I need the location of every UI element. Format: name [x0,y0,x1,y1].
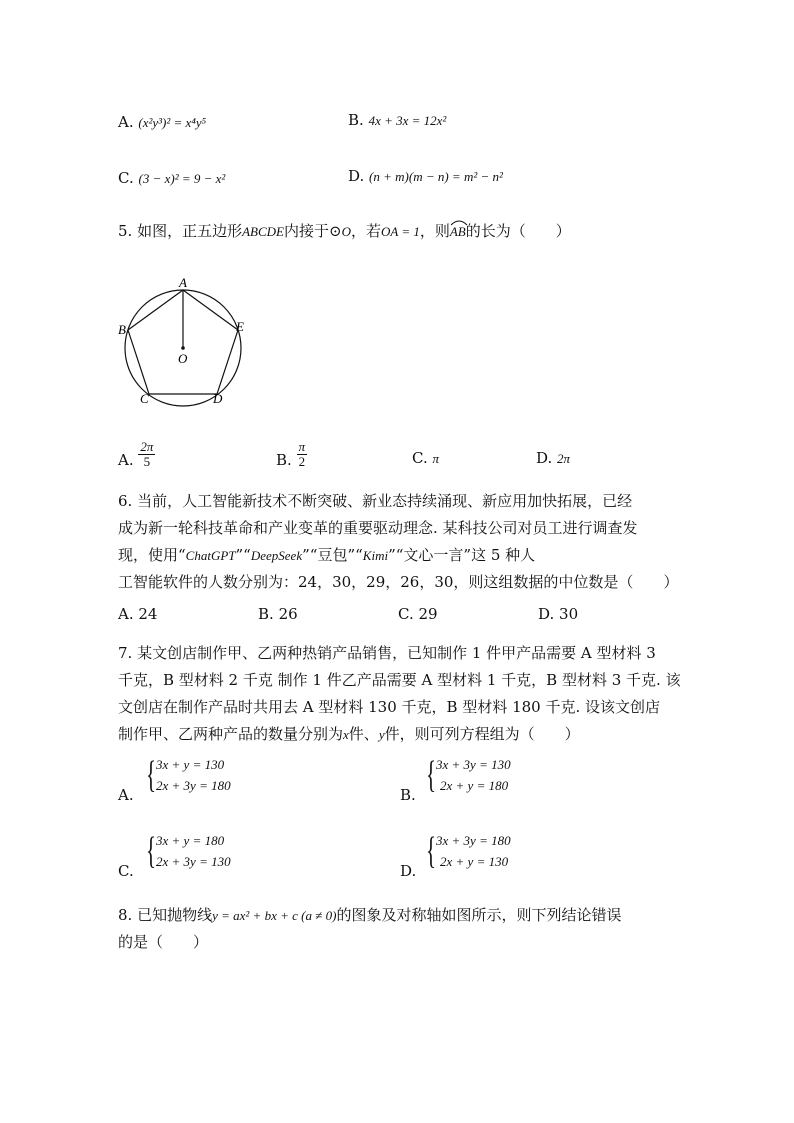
fraction-2pi-5: $\frac{2\pi}{5}$ [140,438,154,469]
q4-option-c: C. (3 − x)² = 9 − x² [118,169,226,187]
q6-option-b: B. 26 [258,605,298,623]
q7-option-d-label: D. [400,862,417,880]
label-o: O [178,351,188,366]
label-a: A [179,275,187,290]
fraction-pi-2: $\frac{\pi}{2}$ [298,438,306,469]
label-c: C [140,391,149,406]
q4-option-d: D. (n + m)(m − n) = m² − n² [348,167,503,185]
q7-option-b-label: B. [400,786,416,804]
label-d: D [213,391,223,406]
q4-option-c-expr: (3 − x)² = 9 − x² [138,171,226,186]
label-b: B [118,322,126,337]
brace-icon: { [426,754,437,796]
q6-stem: 6. 当前，人工智能新技术不断突破、新业态持续涌现、新应用加快拓展，已经 成为新一轮科技革命和产业变革的重要驱动理念. 某科技公司对员工进行调查发 现，使用“ChatGPT”“DeepSeek”“豆包”“Kimi”“文心一言”这 5 种人 工智能软件的人数分别为：24，30，29，26，30，则这组数据的中位数是（ ） [118,492,679,591]
label-e: E [236,319,244,334]
q4-option-b: B. 4x + 3x = 12x² [348,111,447,129]
center-point [181,346,185,350]
q7-option-d-system: { 3x + 3y = 180 2x + y = 130 [426,830,511,872]
pentagon-figure [110,272,260,412]
q8-stem: 8. 已知抛物线y = ax² + bx + c (a ≠ 0)的图象及对称轴如图所示，则下列结论错误 的是（ ） [118,906,622,951]
q5-option-d: D. 2π [536,449,571,467]
parabola-formula: y = ax² + bx + c (a ≠ 0) [212,908,337,923]
arc-ab: AB [450,224,466,239]
q6-option-a: A. 24 [118,605,158,623]
q6-option-d: D. 30 [538,605,579,623]
brace-icon: { [146,830,157,872]
q4-option-a: A. (x²y³)² = x⁴y⁵ [118,113,207,131]
q5-option-c: C. π [412,449,440,467]
q5-stem: 5. 如图，正五边形ABCDE内接于⊙O，若OA = 1，则AB 的长为（ ） [118,221,571,242]
q4-option-d-expr: (n + m)(m − n) = m² − n² [369,169,503,184]
q4-option-b-expr: 4x + 3x = 12x² [368,113,447,128]
q7-option-a-label: A. [118,786,134,804]
q5-option-a: A. $\frac{2\pi}{5}$ [118,438,154,469]
brace-icon: { [146,754,157,796]
q4-option-a-expr: (x²y³)² = x⁴y⁵ [138,115,207,130]
q7-option-c-label: C. [118,862,134,880]
q7-option-c-system: { 3x + y = 180 2x + 3y = 130 [146,830,231,872]
q7-option-a-system: { 3x + y = 130 2x + 3y = 180 [146,754,231,796]
arc-symbol-icon [450,218,468,226]
q7-stem: 7. 某文创店制作甲、乙两种热销产品销售，已知制作 1 件甲产品需要 A 型材料 3 千克，B 型材料 2 千克 制作 1 件乙产品需要 A 型材料 1 千克，B 型材料 3 千克. 该 文创店在制作产品时共用去 A 型材料 130 千克，B 型材料 180 千克. 设该文创店 制作甲、乙两种产品的数量分别为x件、y件，则可列方程组为（ ） [118,644,681,743]
q7-option-b-system: { 3x + 3y = 130 2x + y = 180 [426,754,511,796]
brace-icon: { [426,830,437,872]
q6-option-c: C. 29 [398,605,438,623]
q5-option-b: B. $\frac{\pi}{2}$ [276,438,306,469]
